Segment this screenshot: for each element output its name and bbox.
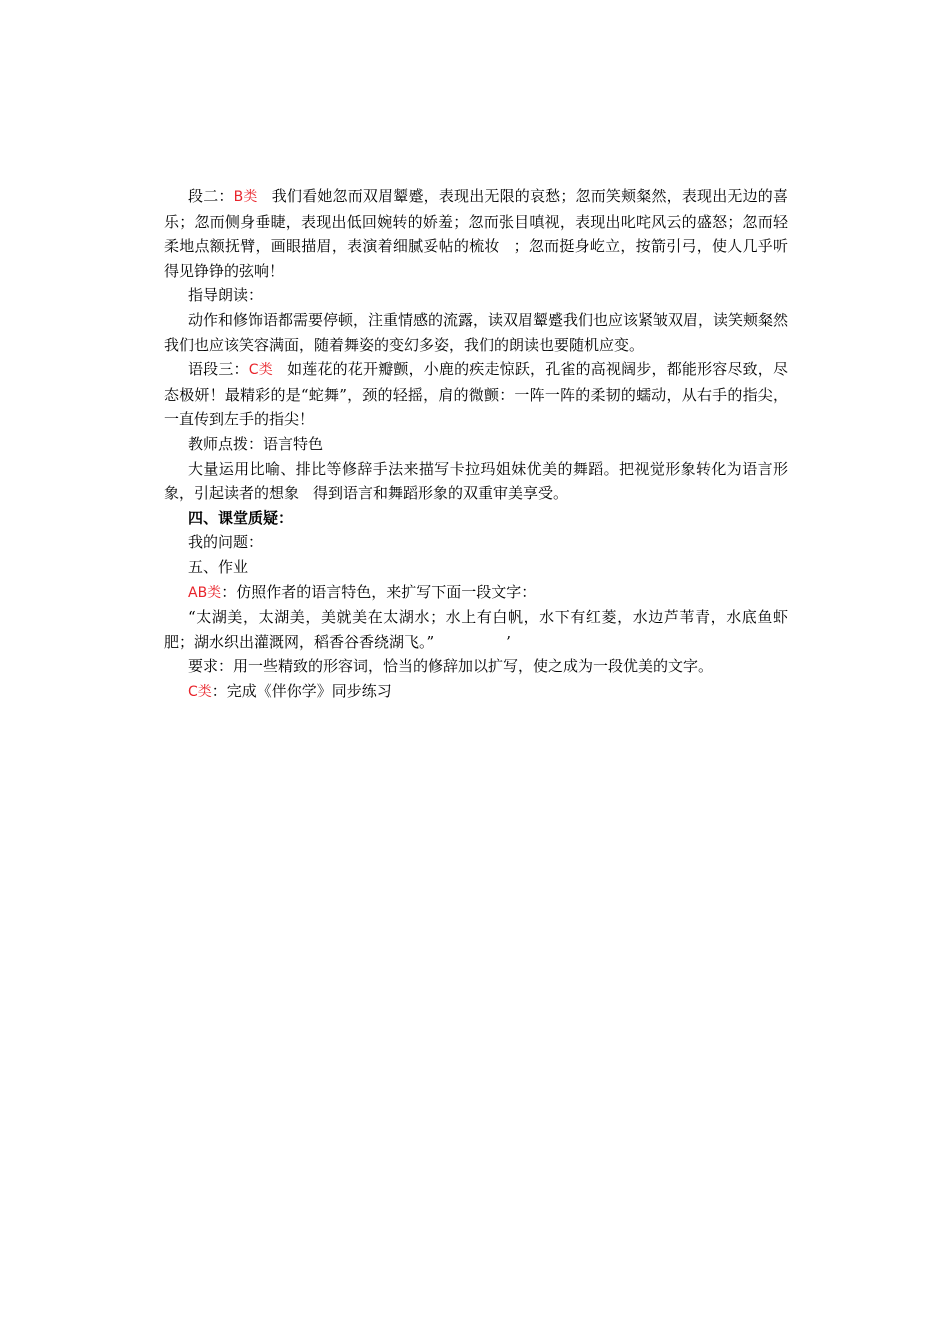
assignment-quote [164,605,788,654]
para3-label: 语段三： [188,360,249,379]
assignment-requirement: 要求：用一些精致的形容词，恰当的修辞加以扩写，使之成为一段优美的文字。 [188,657,714,676]
para2-label: 段二： [188,187,234,205]
teacher-heading: 教师点拨：语言特色 [188,434,324,453]
c-level-tag: C类 [188,683,212,700]
para2-text-b: ；忽而挺身屹立，按箭引弓，使人几乎听得见铮铮的弦响！ [164,237,788,280]
para2-level-tag: B类 [233,189,258,205]
quote-trailing-mark: ’ [506,632,511,651]
para3-level-tag: C类 [248,362,273,379]
c-assignment-text: ：完成《伴你学》同步练习 [211,681,392,700]
paragraph-three [164,357,788,432]
para2-text-a: 我们看她忽而双眉颦蹙，表现出无限的哀愁；忽而笑颊粲然，表现出无边的喜乐；忽而侧身垂睫，表现出低回婉转的娇羞；忽而张目嗔视，表现出叱咤风云的盛怒；忽而轻柔地点额抚臂，画眼描眉，表演着细腻妥帖的梳妆 [164,187,788,256]
teacher-text [164,457,788,506]
c-assignment [164,679,788,705]
ab-assignment-text: ：仿照作者的语言特色，来扩写下面一段文字： [221,582,537,601]
section-four-heading: 四、课堂质疑： [188,508,294,527]
my-question-label: 我的问题： [188,533,264,552]
document-body [164,184,788,704]
paragraph-two [164,184,788,283]
quote-text: “太湖美，太湖美，美就美在太湖水；水上有白帆，水下有红菱，水边芦苇青，水底鱼虾肥；湖水织出灌溉网，稻香谷香绕湖飞。” [164,608,788,651]
ab-level-tag: AB类 [188,584,222,601]
section-five-heading: 五、作业 [188,557,249,576]
teacher-text-b: 得到语言和舞蹈形象的双重审美享受。 [313,484,569,503]
guide-text: 动作和修饰语都需要停顿，注重情感的流露，读双眉颦蹙我们也应该紧皱双眉，读笑颊粲然我们也应该笑容满面，随着舞姿的变幻多姿，我们的朗读也要随机应变。 [164,310,789,354]
ab-assignment [164,580,788,606]
teacher-text-a: 大量运用比喻、排比等修辞手法来描写卡拉玛姐妹优美的舞蹈。把视觉形象转化为语言形象，引起读者的想象 [164,459,788,503]
para3-text: 如莲花的花开瓣颤，小鹿的疾走惊跃，孔雀的高视阔步，都能形容尽致，尽态极妍！最精彩的是“蛇舞”，颈的轻摇，肩的微颤：一阵一阵的柔韧的蠕动，从右手的指尖，一直传到左手的指尖！ [164,360,788,429]
guide-heading: 指导朗读： [188,286,264,305]
